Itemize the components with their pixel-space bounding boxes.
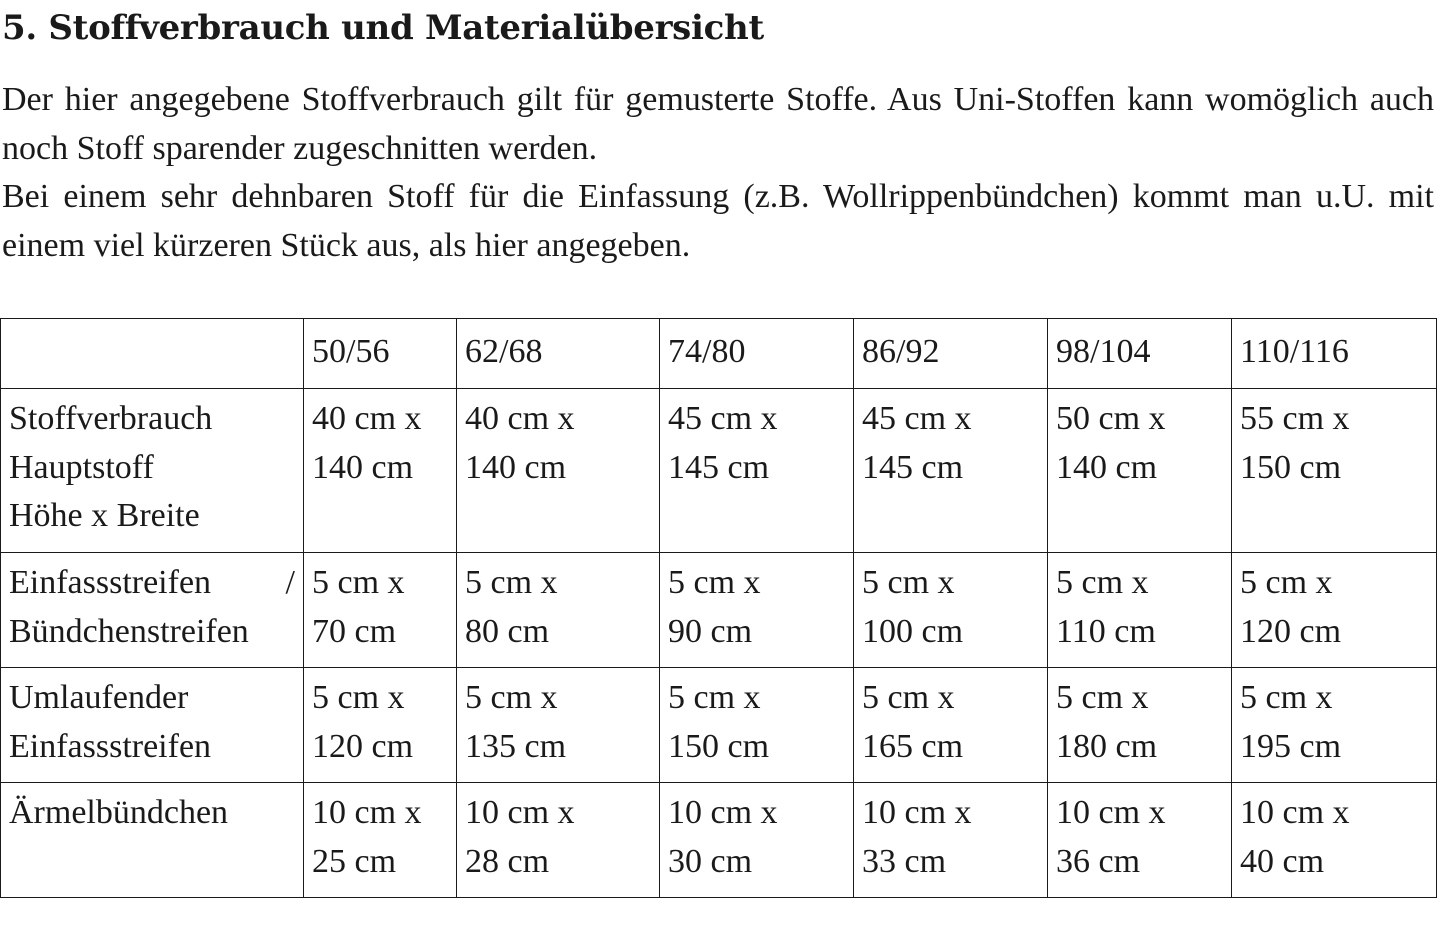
measurement-line: 33 cm bbox=[862, 842, 947, 880]
measurement-line: 28 cm bbox=[465, 842, 550, 880]
measurement-cell bbox=[457, 553, 660, 668]
measurement-line: 180 cm bbox=[1056, 727, 1158, 765]
intro-paragraph-2: Bei einem sehr dehnbaren Stoff für die Einfassung (z.B. Wollrippenbündchen) kommt man u.U. mit einem viel kürzeren Stück aus, als hier angegeben. bbox=[2, 178, 1434, 264]
measurement-line: 140 cm bbox=[1056, 448, 1158, 486]
measurement-cell bbox=[304, 668, 457, 783]
row-label-line: Höhe x Breite bbox=[9, 497, 200, 534]
measurement-line: 120 cm bbox=[312, 727, 414, 765]
row-label-cell bbox=[1, 389, 304, 553]
measurement-line: 110 cm bbox=[1056, 612, 1156, 650]
measurement-cell bbox=[1048, 389, 1232, 553]
measurement-cell bbox=[1232, 783, 1437, 898]
header-corner-cell bbox=[1, 319, 304, 389]
row-label-cell bbox=[1, 553, 304, 668]
measurement-line: 10 cm x bbox=[668, 794, 778, 831]
measurement-cell bbox=[304, 389, 457, 553]
measurement-line: 40 cm x bbox=[465, 400, 575, 437]
measurement-line: 100 cm bbox=[862, 612, 964, 650]
measurement-cell bbox=[854, 783, 1048, 898]
table-row bbox=[1, 668, 1437, 783]
measurement-line: 5 cm x bbox=[862, 679, 955, 716]
measurement-line: 140 cm bbox=[312, 448, 414, 486]
measurement-cell bbox=[660, 553, 854, 668]
measurement-line: 70 cm bbox=[312, 612, 397, 650]
measurement-line: 5 cm x bbox=[668, 679, 761, 716]
measurement-cell bbox=[1048, 668, 1232, 783]
row-label-line: Einfassstreifen bbox=[9, 727, 212, 765]
size-header-cell: 98/104 bbox=[1048, 319, 1232, 389]
row-label-line: Umlaufender bbox=[9, 679, 189, 716]
measurement-line: 50 cm x bbox=[1056, 400, 1166, 437]
measurement-cell bbox=[660, 783, 854, 898]
size-header-cell: 74/80 bbox=[660, 319, 854, 389]
measurement-cell bbox=[1048, 783, 1232, 898]
measurement-line: 40 cm x bbox=[312, 400, 422, 437]
measurement-cell bbox=[1232, 389, 1437, 553]
measurement-line: 5 cm x bbox=[312, 679, 405, 716]
measurement-line: 90 cm bbox=[668, 612, 753, 650]
measurement-cell bbox=[304, 783, 457, 898]
measurement-line: 10 cm x bbox=[1056, 794, 1166, 831]
row-label-line: Einfassstreifen / bbox=[9, 564, 295, 601]
measurement-line: 5 cm x bbox=[862, 564, 955, 601]
measurement-line: 10 cm x bbox=[862, 794, 972, 831]
measurement-line: 5 cm x bbox=[312, 564, 405, 601]
table-row bbox=[1, 389, 1437, 553]
measurement-line: 36 cm bbox=[1056, 842, 1141, 880]
table-row bbox=[1, 783, 1437, 898]
measurement-line: 40 cm bbox=[1240, 842, 1325, 880]
measurement-line: 5 cm x bbox=[1240, 679, 1333, 716]
size-header-cell: 50/56 bbox=[304, 319, 457, 389]
row-label-line: Stoffverbrauch bbox=[9, 400, 213, 437]
measurement-line: 5 cm x bbox=[668, 564, 761, 601]
measurement-line: 55 cm x bbox=[1240, 400, 1350, 437]
measurement-line: 30 cm bbox=[668, 842, 753, 880]
row-label-cell bbox=[1, 668, 304, 783]
size-header-cell: 86/92 bbox=[854, 319, 1048, 389]
measurement-line: 5 cm x bbox=[1056, 679, 1149, 716]
measurement-cell bbox=[854, 553, 1048, 668]
measurement-cell bbox=[457, 389, 660, 553]
row-label-cell bbox=[1, 783, 304, 898]
row-label-line: Bündchenstreifen bbox=[9, 612, 249, 650]
measurement-cell bbox=[854, 389, 1048, 553]
measurement-line: 10 cm x bbox=[465, 794, 575, 831]
measurement-cell bbox=[1232, 668, 1437, 783]
material-table bbox=[0, 318, 1437, 898]
measurement-cell bbox=[457, 668, 660, 783]
measurement-line: 150 cm bbox=[1240, 448, 1342, 486]
measurement-cell bbox=[457, 783, 660, 898]
measurement-line: 165 cm bbox=[862, 727, 964, 765]
section-heading: 5. Stoffverbrauch und Materialübersicht bbox=[2, 8, 764, 48]
measurement-line: 150 cm bbox=[668, 727, 770, 765]
measurement-line: 80 cm bbox=[465, 612, 550, 650]
measurement-line: 10 cm x bbox=[1240, 794, 1350, 831]
measurement-line: 145 cm bbox=[862, 448, 964, 486]
measurement-line: 10 cm x bbox=[312, 794, 422, 831]
measurement-line: 140 cm bbox=[465, 448, 567, 486]
measurement-cell bbox=[660, 668, 854, 783]
measurement-line: 195 cm bbox=[1240, 727, 1342, 765]
measurement-line: 5 cm x bbox=[1056, 564, 1149, 601]
intro-paragraph-1: Der hier angegebene Stoffverbrauch gilt für gemusterte Stoffe. Aus Uni-Stoffen kann womöglich auch noch Stoff sparender zugeschnitten werden. bbox=[2, 81, 1434, 167]
measurement-line: 5 cm x bbox=[1240, 564, 1333, 601]
measurement-line: 5 cm x bbox=[465, 679, 558, 716]
measurement-cell bbox=[1232, 553, 1437, 668]
measurement-line: 45 cm x bbox=[862, 400, 972, 437]
measurement-line: 45 cm x bbox=[668, 400, 778, 437]
measurement-cell bbox=[854, 668, 1048, 783]
measurement-line: 5 cm x bbox=[465, 564, 558, 601]
measurement-line: 135 cm bbox=[465, 727, 567, 765]
measurement-cell bbox=[304, 553, 457, 668]
measurement-line: 25 cm bbox=[312, 842, 397, 880]
material-table-body bbox=[1, 319, 1437, 898]
measurement-cell bbox=[660, 389, 854, 553]
measurement-line: 145 cm bbox=[668, 448, 770, 486]
table-header-row bbox=[1, 319, 1437, 389]
measurement-line: 120 cm bbox=[1240, 612, 1342, 650]
size-header-cell: 110/116 bbox=[1232, 319, 1437, 389]
row-label-line: Ärmelbündchen bbox=[9, 794, 229, 831]
size-header-cell: 62/68 bbox=[457, 319, 660, 389]
measurement-cell bbox=[1048, 553, 1232, 668]
intro-text bbox=[2, 76, 1434, 270]
table-row bbox=[1, 553, 1437, 668]
row-label-line: Hauptstoff bbox=[9, 448, 154, 486]
